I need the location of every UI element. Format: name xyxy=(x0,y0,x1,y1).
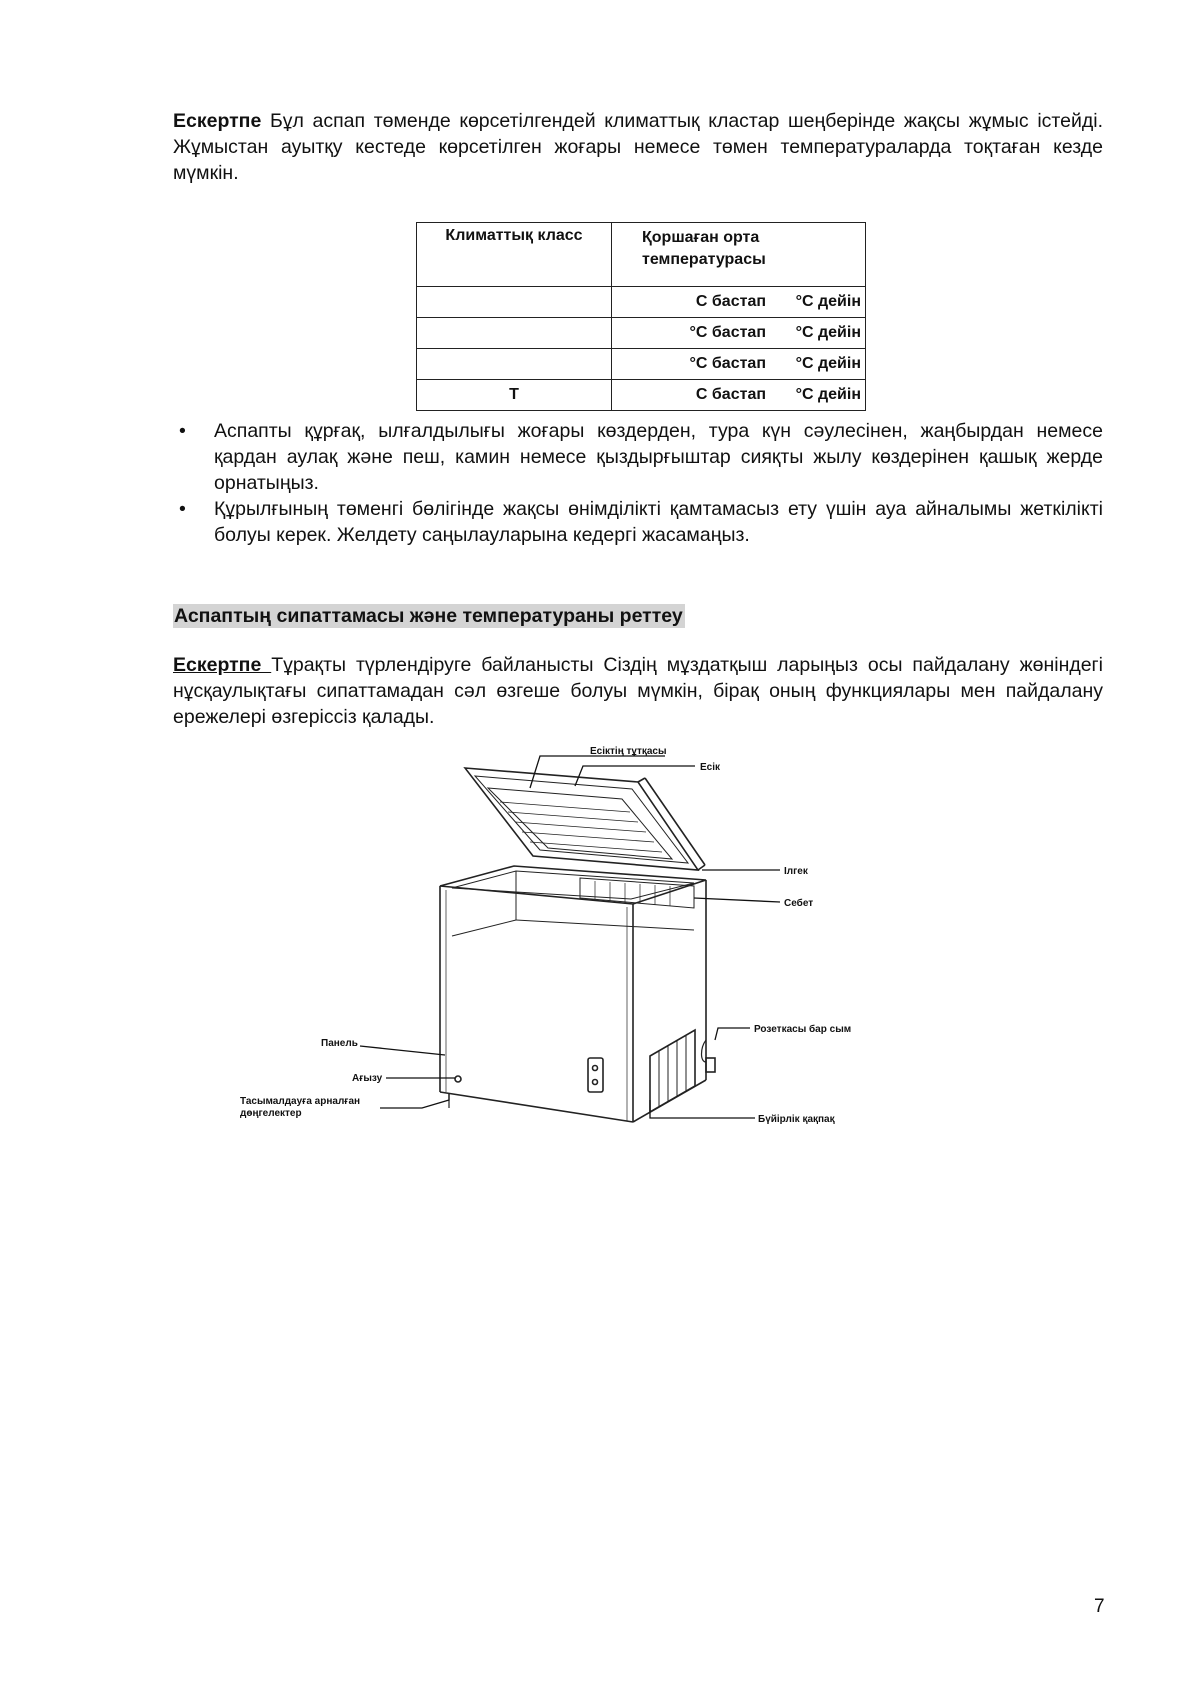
bullet-marker: • xyxy=(179,498,186,520)
label-wheels-line2: дөңгелектер xyxy=(240,1108,302,1119)
note-paragraph-1 xyxy=(173,108,1103,186)
list-item: • Құрылғының төменгі бөлігінде жақсы өнімділікті қамтамасыз ету үшін ауа айналымы жеткілікті болуы керек. Желдету саңылауларына кедергі жасамаңыз. xyxy=(179,498,1103,546)
power-cord-plug xyxy=(706,1058,715,1072)
label-door: Есік xyxy=(700,762,721,773)
table-row xyxy=(417,349,866,380)
page-number: 7 xyxy=(1094,1596,1105,1617)
freezer-lid xyxy=(465,768,705,870)
drain-plug xyxy=(455,1076,461,1082)
freezer-basket xyxy=(580,878,694,908)
table-header-row xyxy=(417,223,866,287)
climate-class-table xyxy=(416,222,866,411)
control-panel xyxy=(588,1058,603,1092)
table-cell-class xyxy=(417,318,612,349)
label-basket: Себет xyxy=(784,898,814,909)
table-header-cell: Қоршаған орта температурасы xyxy=(612,223,866,287)
label-hook: Ілгек xyxy=(784,866,808,877)
label-side-grille: Бүйірлік қақпақ xyxy=(758,1114,835,1125)
table-cell-class: T xyxy=(417,380,612,411)
side-grille xyxy=(650,1030,695,1112)
table-row xyxy=(417,318,866,349)
table-cell-range: С бастап °С дейін xyxy=(612,287,866,318)
chest-freezer-diagram xyxy=(240,740,852,1150)
table-cell-range: °С бастап °С дейін xyxy=(612,349,866,380)
note-label: Ескертпе xyxy=(173,654,272,676)
label-drain: Ағызу xyxy=(352,1073,383,1084)
table-cell-class xyxy=(417,287,612,318)
installation-bullet-list xyxy=(173,418,1103,548)
note-text: Тұрақты түрлендіруге байланысты Сіздің мұздатқыш ларыңыз осы пайдалану жөніндегі нұсқаулықтағы сипаттамадан сәл өзгеше болуы мүмкін, бірақ оның функциялары мен пайдалану ережелері өзгеріссіз қалады. xyxy=(173,654,1104,728)
bullet-marker: • xyxy=(179,420,186,442)
table-header-cell: Климаттық класс xyxy=(417,223,612,287)
table-cell-range: С бастап °С дейін xyxy=(612,380,866,411)
label-panel: Панель xyxy=(321,1038,358,1049)
list-item: • Аспапты құрғақ, ылғалдылығы жоғары көздерден, тура күн сәулесінен, жаңбырдан немесе қардан аулақ және пеш, камин немесе қыздырғыштар сияқты жылу көздерінен қашық жерде орнатыңыз. xyxy=(179,420,1103,494)
freezer-cabinet-body xyxy=(440,880,706,1122)
note-paragraph-2 xyxy=(173,652,1103,730)
label-door-handle: Есіктің тұтқасы xyxy=(590,746,667,757)
table-row xyxy=(417,380,866,411)
table-cell-range: °С бастап °С дейін xyxy=(612,318,866,349)
table-cell-class xyxy=(417,349,612,380)
section-heading: Аспаптың сипаттамасы және температураны реттеу xyxy=(174,605,683,627)
label-power-cord: Розеткасы бар сым xyxy=(754,1024,852,1035)
note-text: Бұл аспап төменде көрсетілгендей климаттық кластар шеңберінде жақсы жұмыс істейді. Жұмыстан ауытқу кестеде көрсетілген жоғары немесе төмен температураларда тоқтаған кезде мүмкін. xyxy=(173,110,1103,184)
label-wheels-line1: Тасымалдауға арналған xyxy=(240,1096,361,1107)
table-row xyxy=(417,287,866,318)
freezer-cabinet-top xyxy=(440,866,706,936)
note-label: Ескертпе xyxy=(173,110,262,132)
